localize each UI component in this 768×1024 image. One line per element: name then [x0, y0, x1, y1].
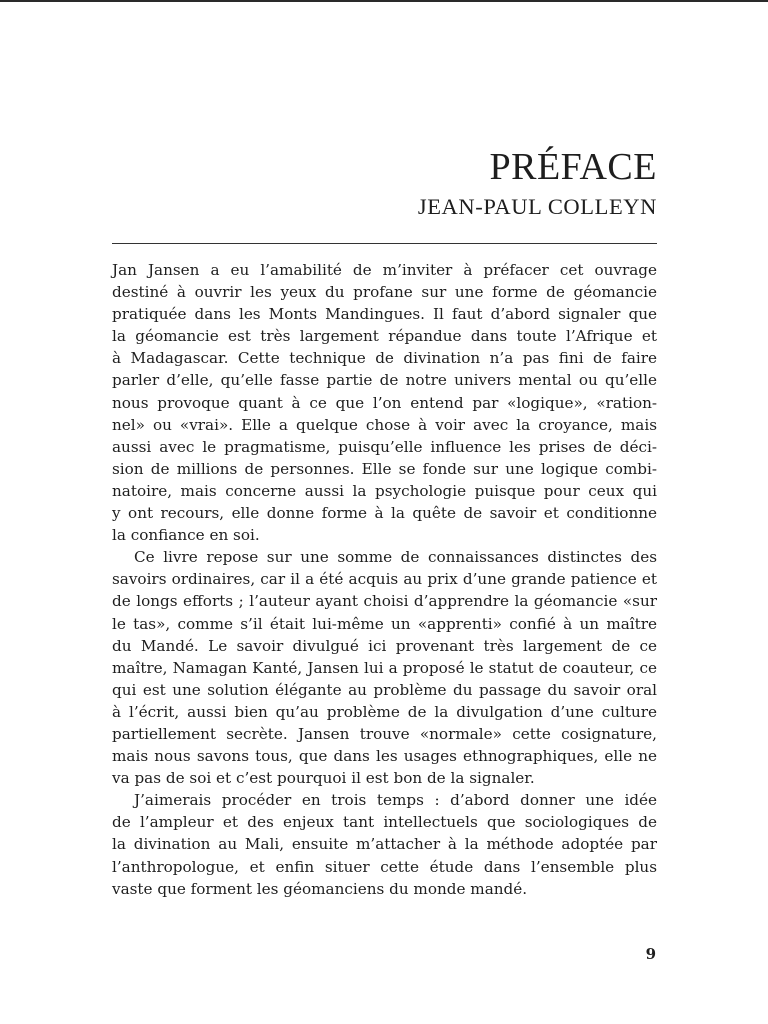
- text-line: savoirs ordinaires, car il a été acquis au prix d’une grande patience et: [112, 570, 657, 589]
- chapter-heading: [418, 146, 657, 220]
- text-line: à l’écrit, aussi bien qu’au problème de la divulgation d’une culture: [112, 702, 657, 721]
- text-line: de longs efforts ; l’auteur ayant choisi d’apprendre la géomancie «sur: [112, 592, 657, 611]
- top-edge-rule: [0, 0, 768, 2]
- text-line: mais nous savons tous, que dans les usages ethnographiques, elle ne: [112, 747, 657, 766]
- text-line: y ont recours, elle donne forme à la quête de savoir et conditionne: [112, 504, 657, 523]
- body-text: [112, 259, 657, 900]
- text-line: du Mandé. Le savoir divulgué ici provenant très largement de ce: [112, 636, 657, 655]
- text-line: qui est une solution élégante au problème du passage du savoir oral: [112, 680, 657, 699]
- text-line: nous provoque quant à ce que l’on entend par «logique», «ration-: [112, 393, 657, 412]
- text-line: à Madagascar. Cette technique de divination n’a pas fini de faire: [112, 349, 657, 368]
- page-number: 9: [645, 945, 656, 963]
- text-line: sion de millions de personnes. Elle se fonde sur une logique combi-: [112, 459, 657, 478]
- text-line: Ce livre repose sur une somme de connaissances distinctes des: [134, 548, 657, 567]
- text-line: aussi avec le pragmatisme, puisqu’elle influence les prises de déci-: [112, 437, 657, 456]
- text-line: la confiance en soi.: [112, 526, 260, 545]
- text-line: de l’ampleur et des enjeux tant intellectuels que sociologiques de: [112, 813, 657, 832]
- text-line: va pas de soi et c’est pourquoi il est bon de la signaler.: [112, 769, 535, 788]
- text-line: natoire, mais concerne aussi la psychologie puisque pour ceux qui: [112, 481, 657, 500]
- text-line: destiné à ouvrir les yeux du profane sur une forme de géomancie: [112, 283, 657, 302]
- chapter-title: PRÉFACE: [489, 146, 657, 188]
- text-line: la divination au Mali, ensuite m’attacher à la méthode adoptée par: [112, 835, 657, 854]
- chapter-author: JEAN-PAUL COLLEYN: [417, 194, 657, 219]
- text-line: J’aimerais procéder en trois temps : d’abord donner une idée: [134, 791, 657, 810]
- text-line: nel» ou «vrai». Elle a quelque chose à voir avec la croyance, mais: [112, 415, 657, 434]
- text-line: pratiquée dans les Monts Mandingues. Il faut d’abord signaler que: [112, 305, 657, 324]
- text-line: la géomancie est très largement répandue dans toute l’Afrique et: [112, 327, 657, 346]
- heading-divider: [112, 243, 657, 244]
- text-line: partiellement secrète. Jansen trouve «normale» cette cosignature,: [112, 724, 657, 743]
- text-line: maître, Namagan Kanté, Jansen lui a proposé le statut de coauteur, ce: [112, 658, 657, 677]
- text-line: le tas», comme s’il était lui-même un «apprenti» confié à un maître: [112, 614, 657, 633]
- text-line: l’anthropologue, et enfin situer cette étude dans l’ensemble plus: [112, 857, 657, 876]
- text-line: parler d’elle, qu’elle fasse partie de notre univers mental ou qu’elle: [112, 371, 657, 390]
- text-line: Jan Jansen a eu l’amabilité de m’inviter à préfacer cet ouvrage: [112, 261, 657, 279]
- text-line: vaste que forment les géomanciens du monde mandé.: [112, 879, 528, 898]
